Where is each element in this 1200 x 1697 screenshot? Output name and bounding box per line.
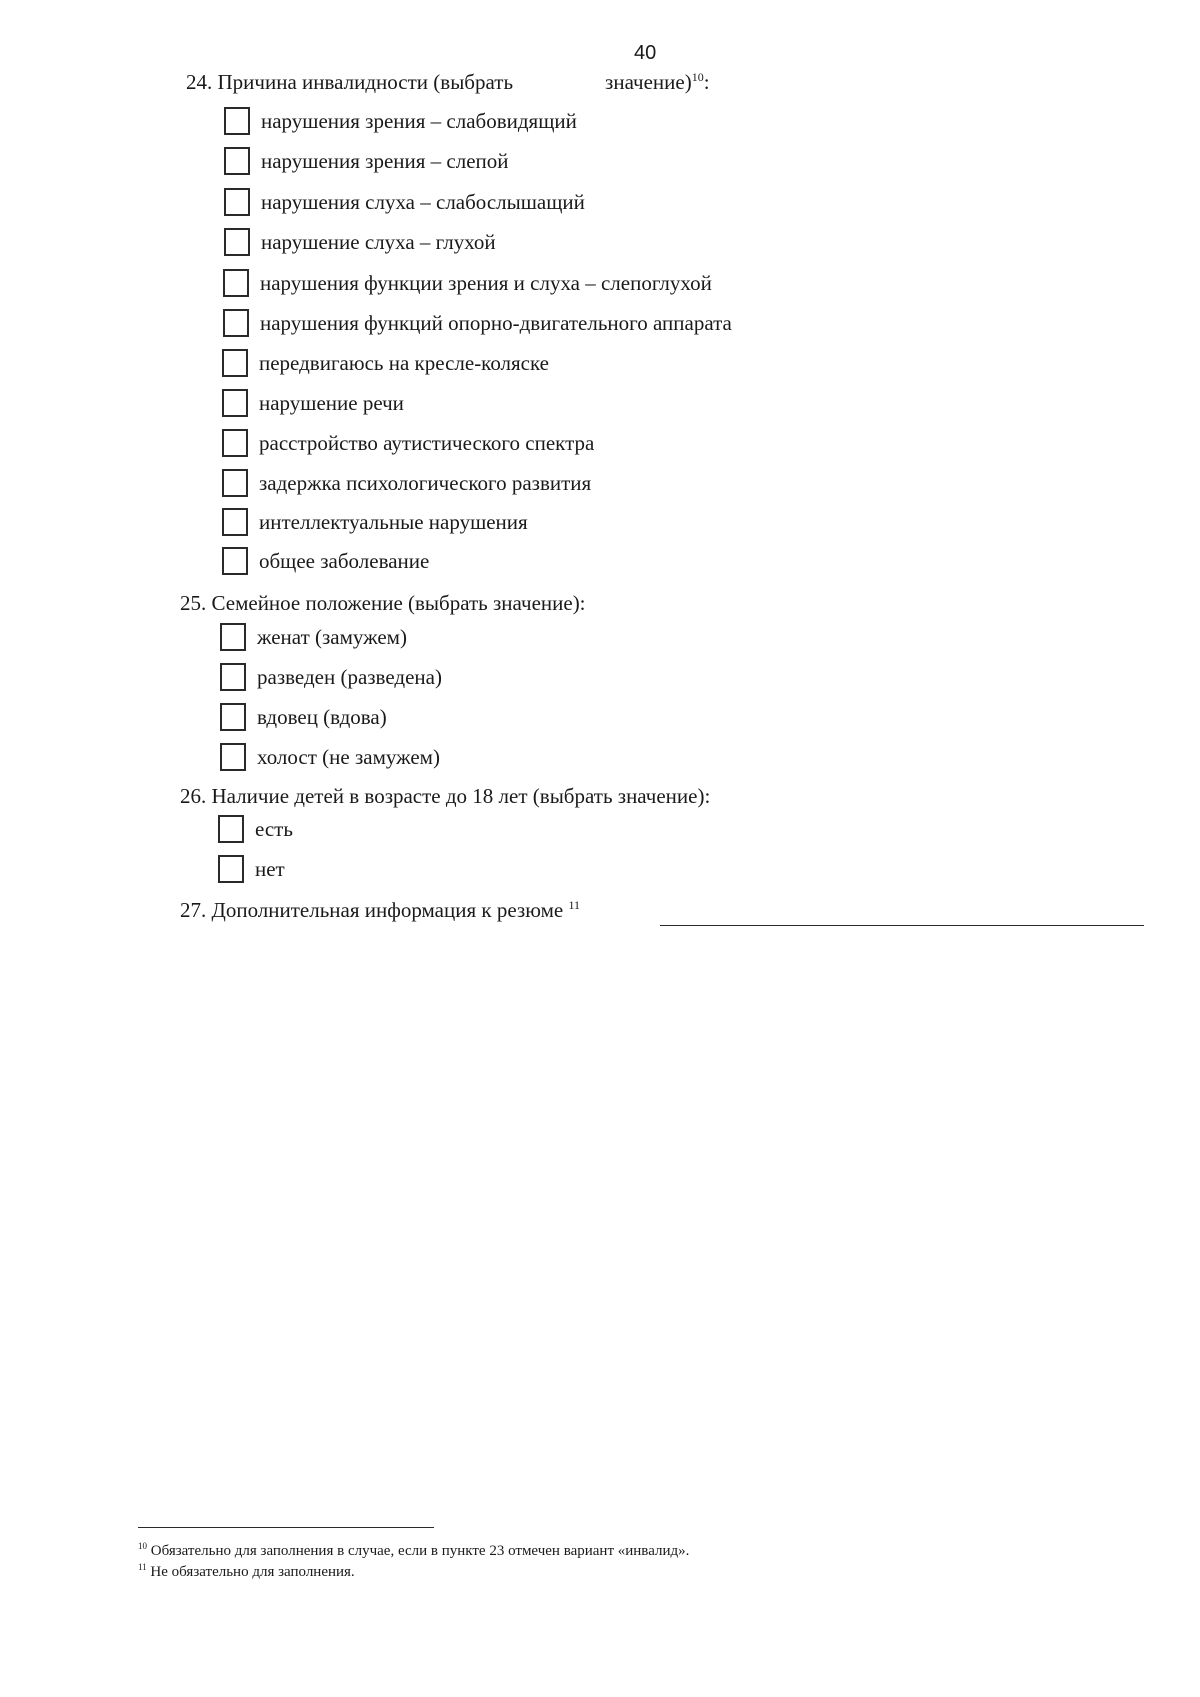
checkbox[interactable]: [224, 147, 250, 175]
question-25-title: 25. Семейное положение (выбрать значение):: [180, 591, 586, 615]
option-label: холост (не замужем): [257, 744, 440, 769]
option-label: нарушение слуха – глухой: [261, 229, 496, 254]
checkbox-option-autism[interactable]: [222, 428, 594, 458]
checkbox-option-hard-of-hearing[interactable]: [224, 187, 585, 217]
checkbox[interactable]: [222, 547, 248, 575]
checkbox-option-wheelchair[interactable]: [222, 348, 549, 378]
checkbox-option-widowed[interactable]: [220, 702, 387, 732]
option-label: нарушения зрения – слабовидящий: [261, 108, 577, 133]
checkbox-option-married[interactable]: [220, 622, 407, 652]
option-label: нарушения зрения – слепой: [261, 148, 509, 173]
checkbox-option-musculoskeletal[interactable]: [223, 308, 732, 338]
option-label: нет: [255, 856, 285, 881]
checkbox[interactable]: [224, 107, 250, 135]
checkbox[interactable]: [222, 429, 248, 457]
checkbox[interactable]: [218, 855, 244, 883]
checkbox[interactable]: [224, 188, 250, 216]
checkbox[interactable]: [218, 815, 244, 843]
footnote-11-mark: 11: [138, 1562, 147, 1572]
question-26-title: 26. Наличие детей в возрасте до 18 лет (выбрать значение):: [180, 784, 711, 808]
footnote-mark-11: 11: [568, 898, 581, 912]
option-label: общее заболевание: [259, 548, 430, 573]
option-label: интеллектуальные нарушения: [259, 509, 528, 534]
option-label: нарушение речи: [259, 390, 404, 415]
checkbox-option-blind[interactable]: [224, 146, 509, 176]
question-24-title-part1: 24. Причина инвалидности (выбрать: [186, 70, 514, 94]
checkbox-option-deaf[interactable]: [224, 227, 496, 257]
footnote-10-text: Обязательно для заполнения в случае, если в пункте 23 отмечен вариант «инвалид».: [150, 1543, 690, 1559]
checkbox[interactable]: [222, 349, 248, 377]
footnote-separator: [138, 1527, 434, 1528]
option-label: нарушения слуха – слабослышащий: [261, 189, 585, 214]
checkbox-option-no-children[interactable]: [218, 854, 285, 884]
option-label: вдовец (вдова): [257, 704, 387, 729]
additional-info-blank-line[interactable]: [660, 925, 1144, 926]
checkbox[interactable]: [220, 663, 246, 691]
checkbox-option-deafblind[interactable]: [223, 268, 712, 298]
option-label: передвигаюсь на кресле-коляске: [259, 350, 550, 375]
footnote-10-mark: 10: [138, 1541, 147, 1551]
checkbox[interactable]: [222, 389, 248, 417]
checkbox-option-low-vision[interactable]: [224, 106, 577, 136]
checkbox[interactable]: [220, 623, 246, 651]
checkbox[interactable]: [224, 228, 250, 256]
checkbox-option-single[interactable]: [220, 742, 440, 772]
checkbox[interactable]: [220, 743, 246, 771]
option-label: нарушения функции зрения и слуха – слепоглухой: [260, 270, 712, 295]
checkbox-option-intellectual[interactable]: [222, 507, 528, 537]
footnote-mark-10: 10: [691, 70, 704, 84]
checkbox[interactable]: [223, 309, 249, 337]
option-label: есть: [255, 816, 293, 841]
footnote-10: [138, 1543, 689, 1560]
footnote-11: [138, 1564, 355, 1581]
checkbox-option-has-children[interactable]: [218, 814, 293, 844]
option-label: женат (замужем): [257, 624, 407, 649]
option-label: расстройство аутистического спектра: [259, 430, 595, 455]
option-label: задержка психологического развития: [259, 470, 592, 495]
option-label: разведен (разведена): [257, 664, 442, 689]
checkbox[interactable]: [222, 508, 248, 536]
checkbox-option-general-illness[interactable]: [222, 546, 429, 576]
question-24-title-part2: значение): [605, 70, 692, 94]
question-27-title: [180, 900, 580, 921]
checkbox[interactable]: [222, 469, 248, 497]
question-24-title: 24. Причина инвалидности (выбрать значение)$^{10}$:: [186, 70, 710, 94]
footnote-11-text: Не обязательно для заполнения.: [150, 1564, 355, 1580]
checkbox-option-divorced[interactable]: [220, 662, 442, 692]
checkbox[interactable]: [223, 269, 249, 297]
option-label: нарушения функций опорно-двигательного аппарата: [260, 310, 732, 335]
question-27-label: 27. Дополнительная информация к резюме: [180, 898, 564, 922]
checkbox[interactable]: [220, 703, 246, 731]
page-number: 40: [634, 42, 657, 64]
checkbox-option-speech[interactable]: [222, 388, 404, 418]
checkbox-option-developmental-delay[interactable]: [222, 468, 591, 498]
